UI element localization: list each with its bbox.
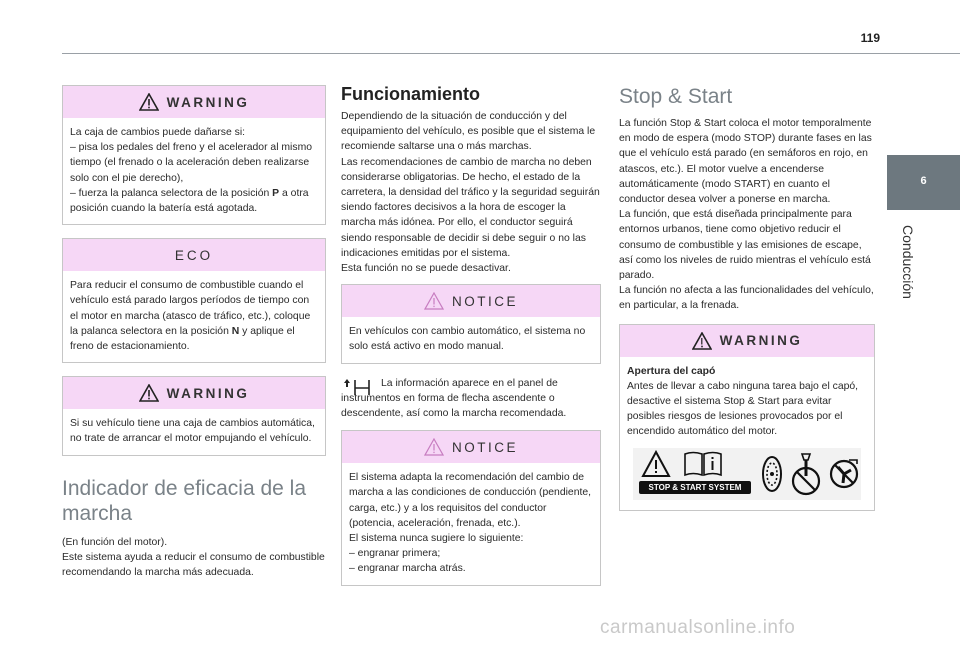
warning-header (63, 377, 325, 409)
warning-icon (139, 384, 159, 402)
chapter-title (893, 218, 916, 308)
notice-body (342, 317, 600, 362)
notice-icon (424, 438, 444, 456)
notice-body (342, 463, 600, 584)
paragraph: Este sistema ayuda a reducir el consumo de combustible recomendando la marcha más adecuada. (62, 551, 325, 579)
eco-text: Para reducir el consumo de combustible cuando el vehículo está parado largos períodos de tiempo con el motor en marcha (atasco de tráfico, etc.), coloque la palanca selectora en la posición N y aplique el freno de estacionamiento. (70, 280, 311, 353)
paragraph: El sistema adapta la recomendación del cambio de marcha a las condiciones de conducción (pendiente, carga, etc.) y a los requisitos del conductor (potencia, aceleración, frenada, etc.). (349, 472, 592, 529)
eco-box (62, 238, 326, 363)
no-hand-icon (791, 450, 821, 496)
warning-line: La caja de cambios puede dañarse si: (70, 127, 246, 138)
list-item: – engranar primera; (349, 548, 441, 560)
belt-icon (761, 454, 783, 494)
warning-icon (692, 332, 712, 350)
paragraph: Dependiendo de la situación de conducción y del equipamiento del vehículo, es posible que el sistema le recomiende saltarse una o más marchas. (341, 111, 596, 153)
paragraph: Las recomendaciones de cambio de marcha no deben considerarse obligatorias. De hecho, el estado de la carretera, la densidad del tráfico y la seguridad seguirán siendo factores decisivos a la hora de escoger la marcha más idónea. Por ello, el conductor seguirá siendo responsable de decidir si debe seguir o no las indicaciones emitidas por el sistema. (341, 156, 600, 259)
warning-icon (139, 93, 159, 111)
info-text: La información aparece en el panel de instrumentos en forma de flecha ascendente o descendente, así como la marcha recomendada. (341, 377, 567, 420)
warning-header (63, 86, 325, 118)
funcionamiento-text (341, 109, 601, 276)
warning-title: WARNING (166, 94, 250, 110)
notice-text: En vehículos con cambio automático, el sistema no solo está activo en modo manual. (349, 326, 586, 353)
watermark: carmanualsonline.info (600, 617, 796, 638)
warning-text: Antes de llevar a cabo ninguna tarea bajo el capó, desactive el sistema Stop & Start para evitar posibles riesgos de lesiones provocados por el encendido automático del motor. (627, 380, 859, 438)
paragraph: (En función del motor). (62, 536, 168, 548)
warning-box-1 (62, 85, 326, 225)
column-2 (341, 84, 601, 586)
notice-header (342, 285, 600, 317)
warning-title: WARNING (719, 333, 803, 349)
stop-start-text (619, 116, 875, 314)
label-caption: STOP & START SYSTEM (639, 481, 751, 494)
eco-title: ECO (174, 247, 214, 263)
eco-header (63, 239, 325, 271)
paragraph: La función no afecta a las funcionalidades del vehículo, en particular, a la frenada. (619, 285, 874, 312)
warning-box-3 (619, 324, 875, 511)
warning-line: – fuerza la palanca selectora de la posición P a otra posición cuando la batería está agotada. (70, 187, 309, 215)
warning-body (620, 357, 874, 510)
notice-title: NOTICE (451, 439, 518, 455)
chapter-tab[interactable] (887, 155, 960, 210)
label-warning-icon (641, 450, 671, 478)
notice-header (342, 431, 600, 463)
chapter-number: 6 (920, 175, 927, 187)
chapter-title-text: Conducción (900, 225, 916, 299)
warning-text: Si su vehículo tiene una caja de cambios automática, no trate de arrancar el motor empujando el vehículo. (70, 418, 315, 445)
warning-subtitle: Apertura del capó (627, 365, 716, 377)
warning-title: WARNING (166, 385, 250, 401)
section-heading: Funcionamiento (341, 84, 480, 104)
notice-box-2 (341, 430, 601, 585)
warning-line: – pisa los pedales del freno y el acelerador al mismo tiempo (el frenado o la aceleración deben realizarse solo con el pie derecho), (70, 142, 312, 184)
warning-box-2 (62, 376, 326, 455)
indicator-section (62, 476, 326, 581)
column-1 (62, 85, 326, 580)
paragraph: El sistema nunca sugiere lo siguiente: (349, 533, 524, 545)
notice-icon (424, 292, 444, 310)
list-item: – engranar marcha atrás. (349, 563, 466, 575)
warning-header (620, 325, 874, 357)
section-heading: Stop & Start (619, 85, 733, 108)
gear-shift-indicator-icon (341, 377, 373, 397)
info-block (341, 376, 601, 422)
no-fan-icon (829, 458, 859, 490)
warning-body (63, 409, 325, 454)
manual-book-icon (683, 451, 723, 477)
stop-start-hood-label (633, 448, 861, 500)
paragraph: La función Stop & Start coloca el motor temporalmente en modo de espera (modo STOP) durante fases en las que el vehículo está parado (en semáforos en rojo, en atascos, etc.). El motor vuelve a encenderse automáticamente (modo START) en cuanto el conductor desea volver a ponerse en marcha. (619, 118, 872, 206)
paragraph: Esta función no se puede desactivar. (341, 263, 511, 275)
page-number: 119 (860, 31, 880, 45)
header-rule (62, 53, 960, 54)
section-heading: Indicador de eficacia de la marcha (62, 476, 306, 525)
warning-body (63, 118, 325, 224)
eco-body (63, 271, 325, 362)
notice-box-1 (341, 284, 601, 363)
notice-title: NOTICE (451, 293, 518, 309)
paragraph: La función, que está diseñada principalmente para entornos urbanos, tiene como objetivo reducir el consumo de combustible y las emisiones de escape, así como los niveles de ruido mientras el vehículo está parado. (619, 209, 871, 282)
indicator-text (62, 535, 326, 581)
column-3 (619, 84, 875, 511)
